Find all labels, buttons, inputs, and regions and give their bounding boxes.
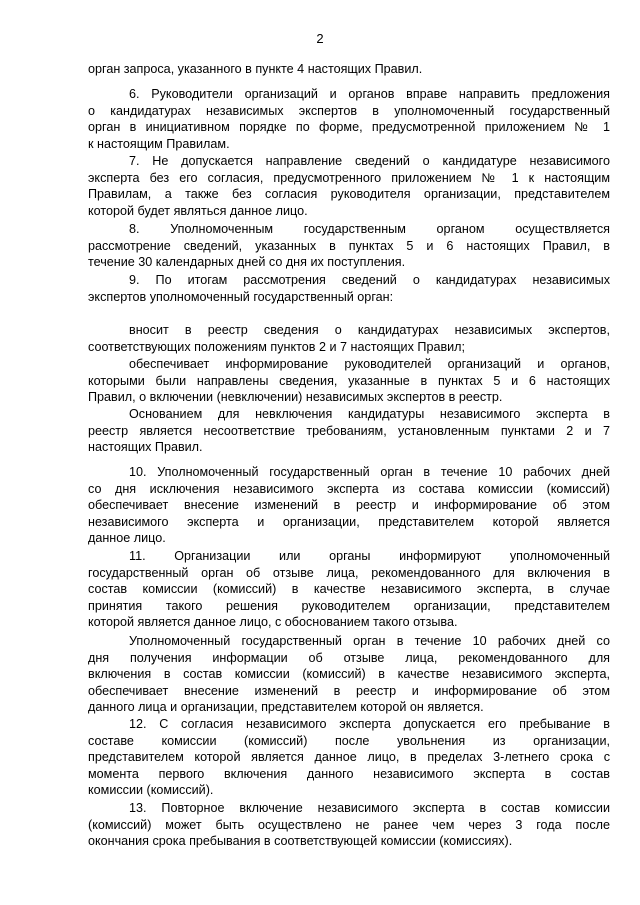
text-line: данное лицо. bbox=[88, 531, 166, 546]
paragraph bbox=[88, 221, 610, 271]
text-line: 10. Уполномоченный государственный орган в течение 10 рабочих дней bbox=[129, 465, 610, 479]
text-line: реестр является несоответствие требованиям, установленным пунктами 2 и 7 bbox=[88, 423, 610, 438]
text-line: включения в состав комиссии (комиссий) в качестве независимого эксперта, bbox=[88, 667, 610, 682]
text-line: данного лица и организации, представителем которой он является. bbox=[88, 700, 484, 715]
paragraph bbox=[88, 800, 610, 850]
text-line: настоящих Правил. bbox=[88, 440, 203, 455]
text-line: течение 30 календарных дней со дня их поступления. bbox=[88, 255, 406, 270]
text-line: вносит в реестр сведения о кандидатурах независимых экспертов, bbox=[129, 323, 610, 337]
text-line: 11. Организации или органы информируют уполномоченный bbox=[129, 549, 610, 563]
text-line: (комиссий) может быть осуществлено не ранее чем через 3 года после bbox=[88, 817, 610, 832]
text-line: момента первого включения данного независимого эксперта в состав bbox=[88, 766, 610, 781]
text-line: со дня исключения независимого эксперта из состава комиссии (комиссий) bbox=[88, 481, 610, 496]
text-line: Основанием для невключения кандидатуры независимого эксперта в bbox=[129, 407, 610, 421]
text-line: обеспечивает внесение изменений в реестр и информирование об этом bbox=[88, 498, 610, 513]
text-line: орган в инициативном порядке по форме, предусмотренной приложением № 1 bbox=[88, 120, 610, 135]
paragraph bbox=[88, 464, 610, 547]
text-line: государственный орган об отзыве лица, рекомендованного для включения в bbox=[88, 565, 610, 580]
paragraph bbox=[88, 272, 610, 305]
paragraph bbox=[88, 633, 610, 716]
text-line: обеспечивает внесение изменений в реестр и информирование об этом bbox=[88, 683, 610, 698]
text-line: обеспечивает информирование руководителей организаций и органов, bbox=[129, 357, 610, 371]
text-line: дня получения информации об отзыве лица, рекомендованного для bbox=[88, 650, 610, 665]
paragraph bbox=[88, 406, 610, 456]
text-line: принятия такого решения руководителем организации, представителем bbox=[88, 598, 610, 613]
text-line: которой является данное лицо, с обоснованием такого отзыва. bbox=[88, 615, 458, 630]
text-line: окончания срока пребывания в соответствующей комиссии (комиссиях). bbox=[88, 834, 513, 849]
text-line: рассмотрение сведений, указанных в пунктах 5 и 6 настоящих Правил, в bbox=[88, 238, 610, 253]
text-line: 9. По итогам рассмотрения сведений о кандидатурах независимых bbox=[129, 273, 610, 287]
text-line: орган запроса, указанного в пункте 4 настоящих Правил. bbox=[88, 62, 423, 76]
paragraph bbox=[88, 322, 610, 355]
paragraph bbox=[88, 153, 610, 219]
text-line: 13. Повторное включение независимого эксперта в состав комиссии bbox=[129, 801, 610, 815]
paragraph bbox=[88, 86, 610, 152]
text-line: которыми были направлены сведения, указанные в пунктах 5 и 6 настоящих bbox=[88, 373, 610, 388]
text-line: состав комиссии (комиссий) в качестве независимого эксперта, в случае bbox=[88, 582, 610, 597]
paragraph bbox=[88, 548, 610, 631]
paragraph bbox=[88, 61, 610, 78]
text-line: 7. Не допускается направление сведений о кандидатуре независимого bbox=[129, 154, 610, 168]
text-line: Правилам, а также без согласия руководителя организации, представителем bbox=[88, 187, 610, 202]
text-line: которой будет являться данное лицо. bbox=[88, 203, 308, 218]
page-number: 2 bbox=[316, 31, 324, 46]
text-line: Правил, о включении (невключении) независимых экспертов в реестр. bbox=[88, 390, 503, 405]
text-line: о кандидатурах независимых экспертов в уполномоченный государственный bbox=[88, 103, 610, 118]
paragraph bbox=[88, 716, 610, 799]
text-line: к настоящим Правилам. bbox=[88, 136, 230, 151]
text-line: 6. Руководители организаций и органов вправе направить предложения bbox=[129, 87, 610, 101]
text-line: комиссии (комиссий). bbox=[88, 783, 214, 798]
text-line: Уполномоченный государственный орган в течение 10 рабочих дней со bbox=[129, 634, 610, 648]
text-line: составе комиссии (комиссий) после увольнения из организации, bbox=[88, 733, 610, 748]
text-line: соответствующих положениям пунктов 2 и 7 настоящих Правил; bbox=[88, 339, 466, 354]
text-line: 12. С согласия независимого эксперта допускается его пребывание в bbox=[129, 717, 610, 731]
text-line: представителем которой является данное лицо, в пределах 3-летнего срока с bbox=[88, 750, 610, 765]
text-line: экспертов уполномоченный государственный орган: bbox=[88, 289, 394, 304]
paragraph bbox=[88, 356, 610, 406]
text-line: эксперта без его согласия, предусмотренного приложением № 1 к настоящим bbox=[88, 170, 610, 185]
text-line: независимого эксперта и организации, представителем которой является bbox=[88, 514, 610, 529]
text-line: 8. Уполномоченным государственным органом осуществляется bbox=[129, 222, 610, 236]
